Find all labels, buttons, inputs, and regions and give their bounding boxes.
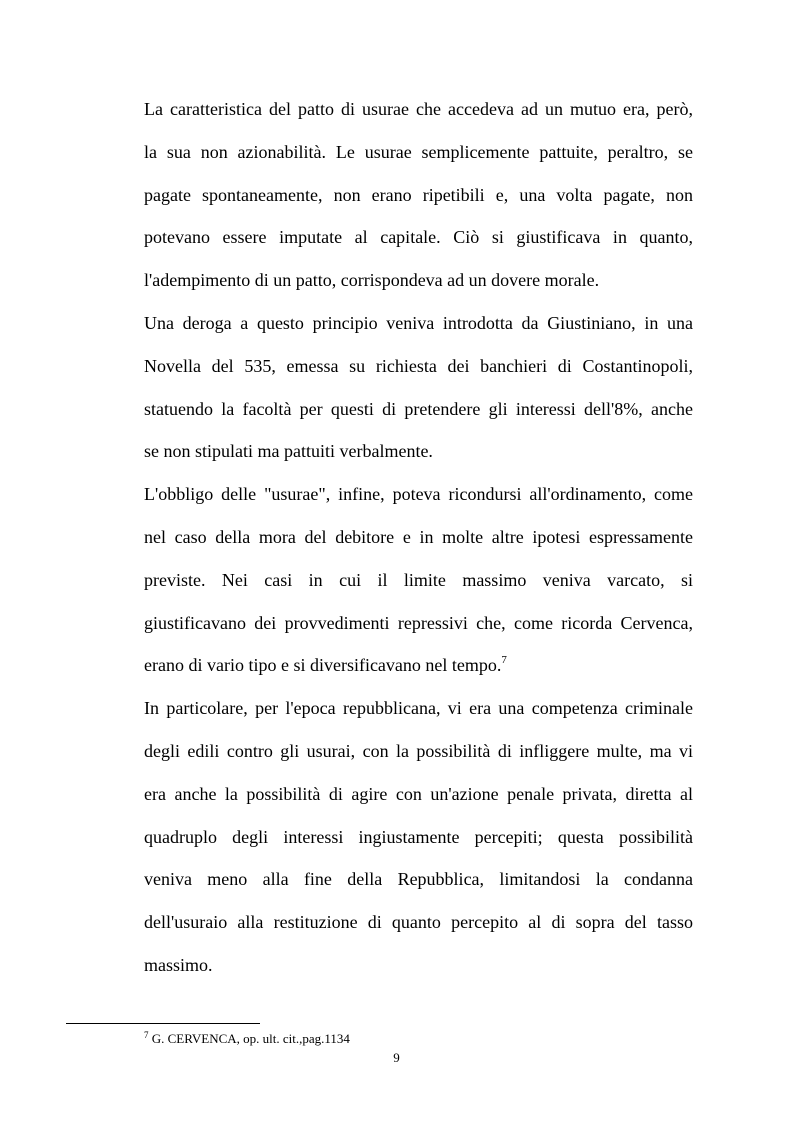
paragraph-4-line-4: quadruplo degli interessi ingiustamente percepiti; questa possibilità [144, 826, 693, 847]
paragraph-1-line-4: potevano essere imputate al capitale. Ciò si giustificava in quanto, [144, 227, 693, 248]
paragraph-3-line-5-text: erano di vario tipo e si diversificavano nel tempo. [144, 655, 502, 676]
paragraph-3-line-3: previste. Nei casi in cui il limite massimo veniva varcato, si [144, 569, 693, 590]
paragraph-3-line-4: giustificavano dei provvedimenti repressivi che, come ricorda Cervenca, [144, 612, 693, 633]
paragraph-1-line-2: la sua non azionabilità. Le usurae semplicemente pattuite, peraltro, se [144, 141, 693, 162]
paragraph-2-line-1: Una deroga a questo principio veniva introdotta da Giustiniano, in una [144, 312, 693, 333]
paragraph-4-line-7: massimo. [144, 954, 213, 975]
page-number: 9 [393, 1050, 400, 1065]
paragraph-4-line-6: dell'usuraio alla restituzione di quanto percepito al di sopra del tasso [144, 912, 693, 933]
paragraph-3-line-1: L'obbligo delle "usurae", infine, poteva ricondursi all'ordinamento, come [144, 484, 693, 505]
footnote-number: 7 [144, 1030, 149, 1040]
paragraph-4-line-2: degli edili contro gli usurai, con la possibilità di infliggere multe, ma vi [144, 740, 693, 761]
footnote-separator [66, 1023, 260, 1024]
footnote [144, 1031, 350, 1047]
footnote-reference[interactable]: 7 [501, 654, 507, 667]
paragraph-2-line-3: statuendo la facoltà per questi di pretendere gli interessi dell'8%, anche [144, 398, 693, 419]
paragraph-4-line-3: era anche la possibilità di agire con un'azione penale privata, diretta al [144, 783, 693, 804]
paragraph-1-line-1: La caratteristica del patto di usurae che accedeva ad un mutuo era, però, [144, 99, 693, 119]
paragraph-2-line-2: Novella del 535, emessa su richiesta dei banchieri di Costantinopoli, [144, 355, 693, 376]
paragraph-3-line-5 [144, 644, 693, 687]
paragraph-1-line-5: l'adempimento di un patto, corrispondeva ad un dovere morale. [144, 270, 600, 291]
paragraph-1-line-3: pagate spontaneamente, non erano ripetibili e, una volta pagate, non [144, 184, 693, 205]
paragraph-4-line-1: In particolare, per l'epoca repubblicana, vi era una competenza criminale [144, 698, 693, 719]
paragraph-4-line-5: veniva meno alla fine della Repubblica, limitandosi la condanna [144, 869, 693, 890]
body-text [144, 88, 693, 987]
paragraph-2-line-4: se non stipulati ma pattuiti verbalmente. [144, 441, 433, 462]
paragraph-3-line-2: nel caso della mora del debitore e in molte altre ipotesi espressamente [144, 526, 693, 547]
footnote-text: G. CERVENCA, op. ult. cit.,pag.1134 [148, 1031, 350, 1046]
